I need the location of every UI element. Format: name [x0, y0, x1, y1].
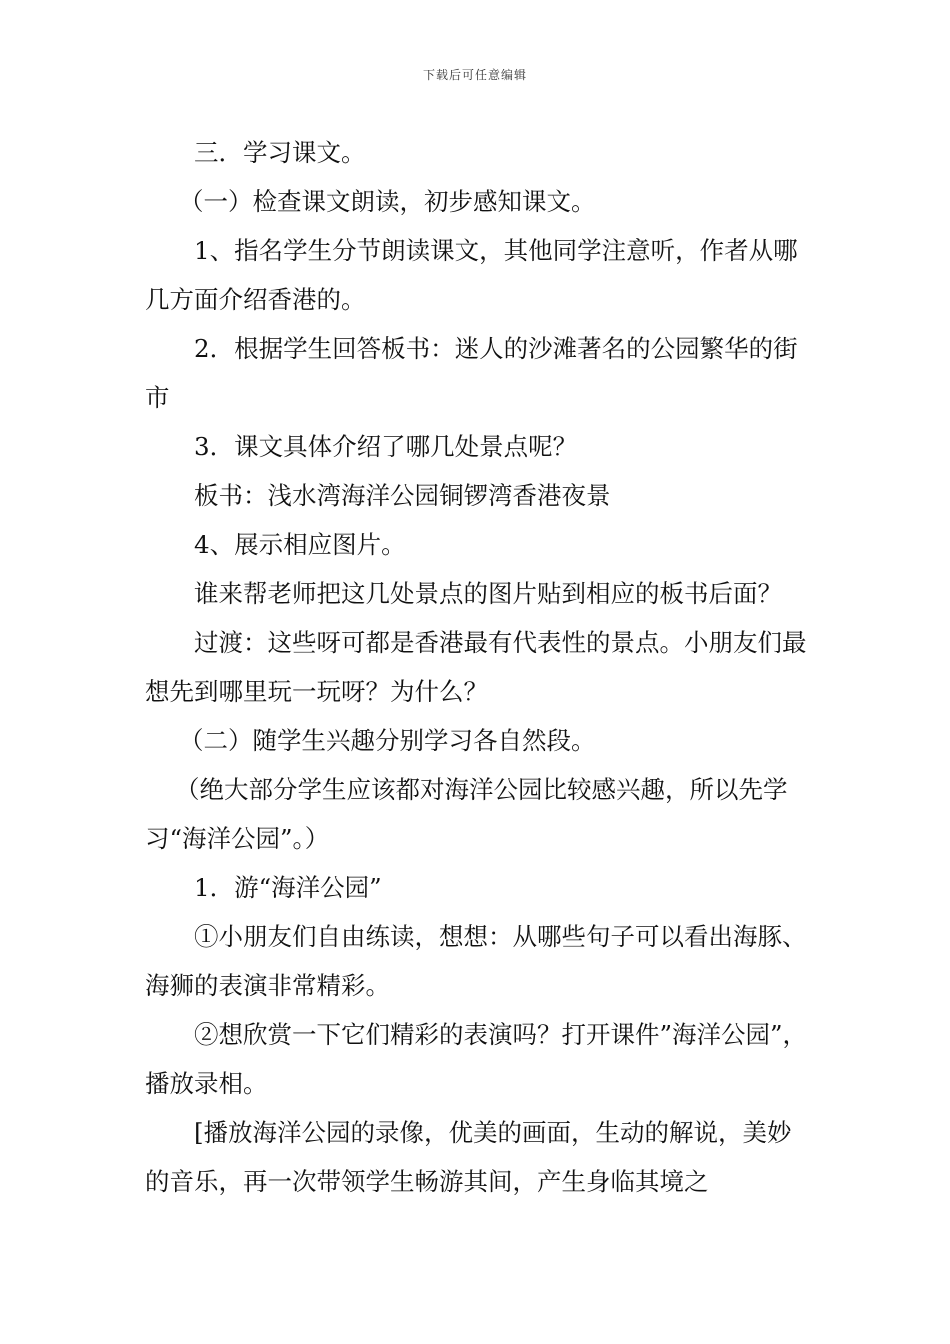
subsection-heading: （一）检查课文朗读，初步感知课文。	[179, 187, 596, 216]
section-heading: 三．学习课文。	[194, 138, 366, 167]
paragraph: [播放海洋公园的录像，优美的画面，生动的解说，美妙的音乐，再一次带领学生畅游其间，产生身临其境之	[145, 1118, 792, 1196]
paragraph: （绝大部分学生应该都对海洋公园比较感兴趣，所以先学习“海洋公园”。）	[145, 775, 788, 853]
paragraph: 3．课文具体介绍了哪几处景点呢？	[194, 432, 578, 461]
paragraph: ②想欣赏一下它们精彩的表演吗？打开课件”海洋公园”，播放录相。	[145, 1020, 808, 1098]
paragraph: 谁来帮老师把这几处景点的图片贴到相应的板书后面？	[194, 579, 782, 608]
subsection-heading: （二）随学生兴趣分别学习各自然段。	[179, 726, 596, 755]
document-body	[145, 128, 810, 1206]
paragraph: 过渡：这些呀可都是香港最有代表性的景点。小朋友们最想先到哪里玩一玩呀？为什么？	[145, 628, 807, 706]
paragraph: 板书：浅水湾海洋公园铜锣湾香港夜景	[194, 481, 611, 510]
paragraph: 1、指名学生分节朗读课文，其他同学注意听，作者从哪几方面介绍香港的。	[145, 236, 798, 314]
page-header: 下载后可任意编辑	[422, 68, 527, 82]
paragraph: 1．游“海洋公园”	[194, 873, 382, 902]
paragraph: 4、展示相应图片。	[194, 530, 406, 559]
paragraph: 2．根据学生回答板书：迷人的沙滩著名的公园繁华的街市	[145, 334, 798, 412]
paragraph: ①小朋友们自由练读，想想：从哪些句子可以看出海豚、海狮的表演非常精彩。	[145, 922, 807, 1000]
